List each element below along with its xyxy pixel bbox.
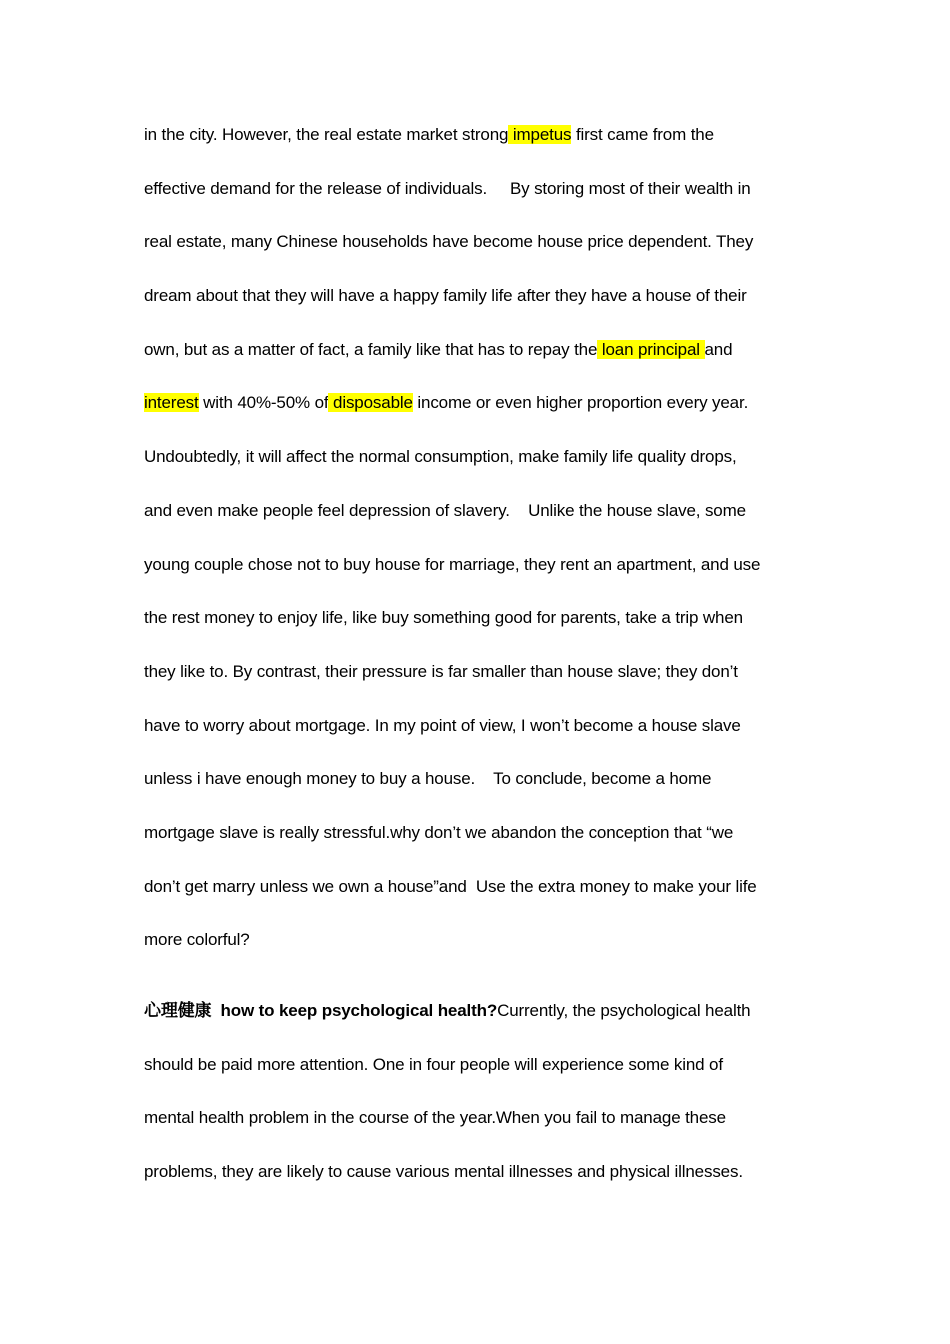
text-line: young couple chose not to buy house for marriage, they rent an apartment, and use bbox=[144, 554, 761, 574]
text-run: with 40%-50% of bbox=[198, 393, 329, 413]
text-line bbox=[144, 984, 824, 1038]
highlighted-word-disposable: disposable bbox=[328, 393, 413, 413]
text-line: they like to. By contrast, their pressure is far smaller than house slave; they don’t bbox=[144, 661, 738, 681]
text-line: mortgage slave is really stressful.why don’t we abandon the conception that “we bbox=[144, 822, 734, 842]
text-line: the rest money to enjoy life, like buy something good for parents, take a trip when bbox=[144, 608, 743, 628]
text-line bbox=[144, 323, 824, 377]
text-line bbox=[144, 108, 824, 162]
text-run: and bbox=[704, 339, 733, 359]
text-line: more colorful? bbox=[144, 930, 250, 950]
text-run: first came from the bbox=[571, 125, 714, 144]
text-line: real estate, many Chinese households have become house price dependent. They bbox=[144, 232, 754, 252]
highlighted-word-interest: interest bbox=[144, 393, 199, 413]
text-line: mental health problem in the course of the year.When you fail to manage these bbox=[144, 1108, 726, 1128]
text-line: don’t get marry unless we own a house”and Use the extra money to make your life bbox=[144, 876, 757, 896]
highlighted-word-impetus: impetus bbox=[508, 125, 572, 144]
heading-english: how to keep psychological health? bbox=[211, 1001, 498, 1020]
text-run: income or even higher proportion every year. bbox=[412, 393, 749, 413]
text-line: unless i have enough money to buy a house. To conclude, become a home bbox=[144, 769, 712, 789]
text-line: should be paid more attention. One in four people will experience some kind of bbox=[144, 1054, 723, 1074]
text-line: dream about that they will have a happy family life after they have a house of their bbox=[144, 286, 747, 306]
text-run: in the city. However, the real estate market strong bbox=[144, 125, 509, 144]
text-line: Undoubtedly, it will affect the normal consumption, make family life quality drops, bbox=[144, 447, 737, 467]
heading-chinese: 心理健康 bbox=[144, 1001, 212, 1021]
highlighted-word-loan-principal: loan principal bbox=[597, 339, 705, 359]
paragraph-house-slave bbox=[144, 108, 824, 967]
text-run: own, but as a matter of fact, a family like that has to repay the bbox=[144, 339, 598, 359]
text-line bbox=[144, 376, 824, 430]
text-line: effective demand for the release of individuals. By storing most of their wealth in bbox=[144, 178, 751, 198]
paragraph-psychological-health bbox=[144, 984, 824, 1199]
text-line: and even make people feel depression of slavery. Unlike the house slave, some bbox=[144, 500, 746, 520]
text-line: have to worry about mortgage. In my point of view, I won’t become a house slave bbox=[144, 715, 741, 735]
text-run: Currently, the psychological health bbox=[497, 1001, 751, 1020]
text-line: problems, they are likely to cause various mental illnesses and physical illnesses. bbox=[144, 1162, 743, 1182]
